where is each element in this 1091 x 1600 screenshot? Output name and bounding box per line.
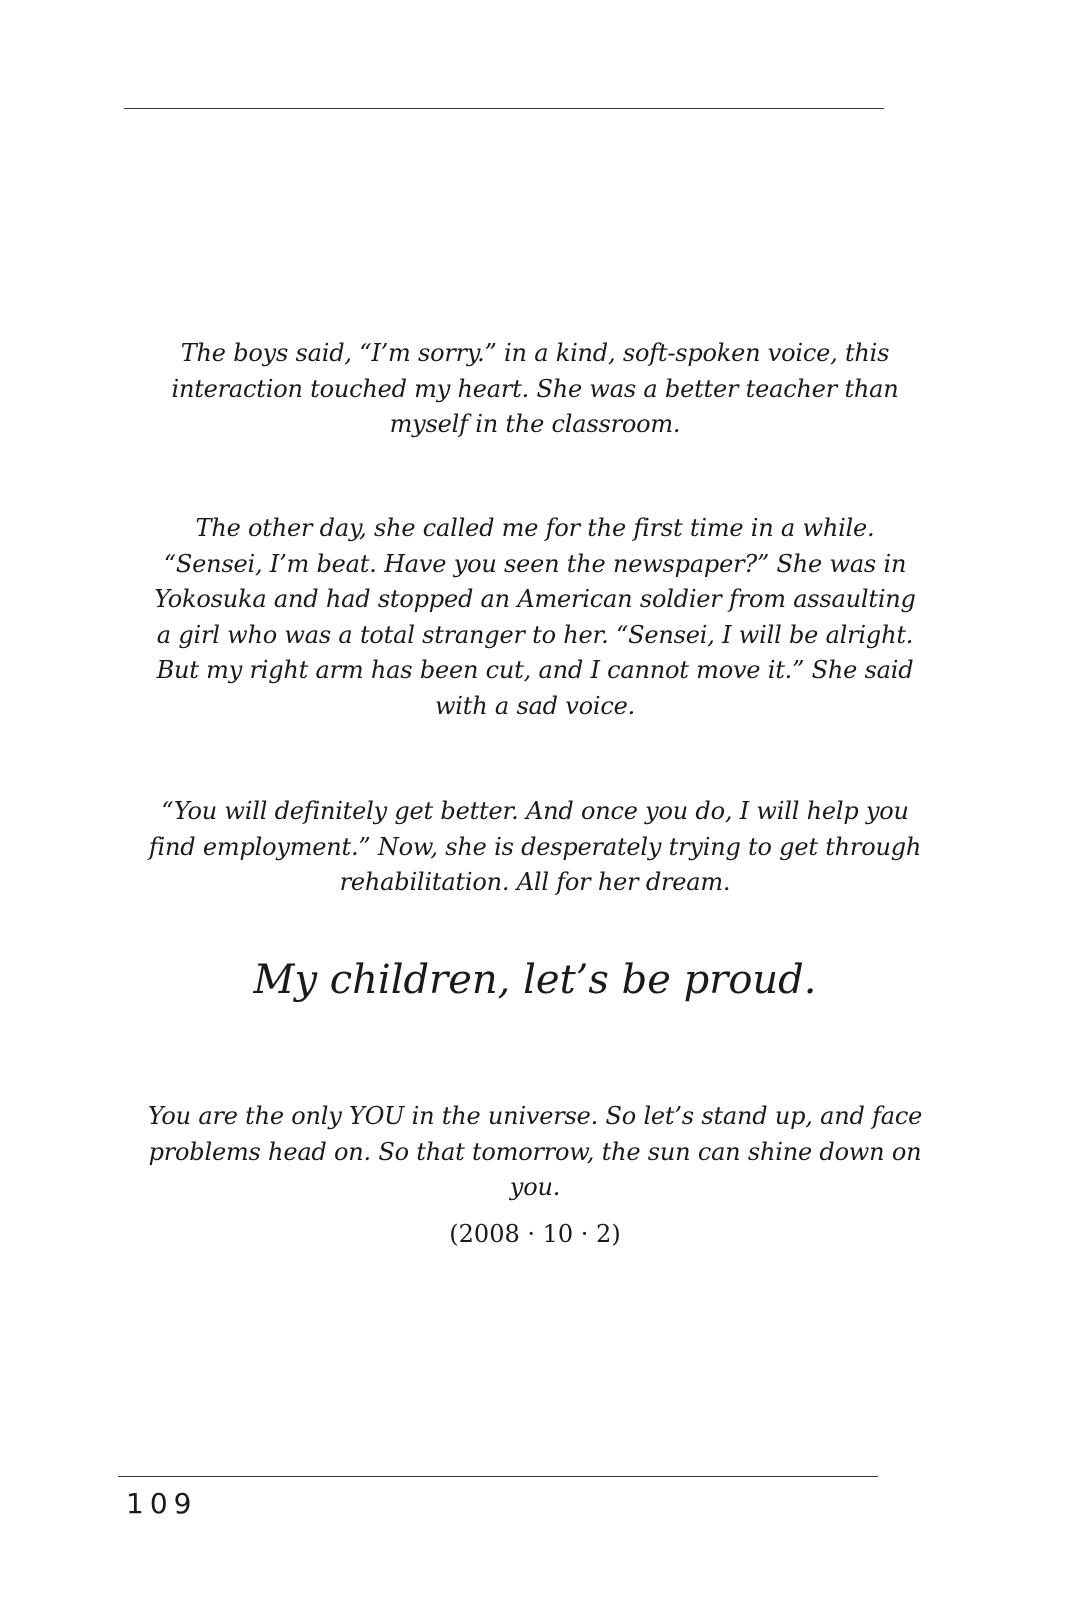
date-stamp: (2008 · 10 · 2) xyxy=(449,1220,621,1248)
paragraph-phone-call: The other day, she called me for the first time in a while. “Sensei, I’m beat. Have you seen the newspaper?” She was in Yokosuka and had stopped an American soldier from assaulting a girl who was a total stranger to her. “Sensei, I will be alright. But my right arm has been cut, and I cannot move it.” She said with a sad voice. xyxy=(154,514,916,720)
paragraph-closing: You are the only YOU in the universe. So let’s stand up, and face problems head on. So that tomorrow, the sun can shine down on you. xyxy=(147,1102,923,1201)
top-divider xyxy=(124,108,884,109)
section-heading: My children, let’s be proud. xyxy=(253,957,817,1003)
page-number: 109 xyxy=(126,1487,198,1520)
paragraph-apology: The boys said, “I’m sorry.” in a kind, soft-spoken voice, this interaction touched my heart. She was a better teacher than myself in the classroom. xyxy=(171,339,899,438)
bottom-divider xyxy=(118,1476,878,1477)
paragraph-encouragement: “You will definitely get better. And once you do, I will help you find employment.” Now, she is desperately trying to get through rehabilitation. All for her dream. xyxy=(148,797,922,896)
